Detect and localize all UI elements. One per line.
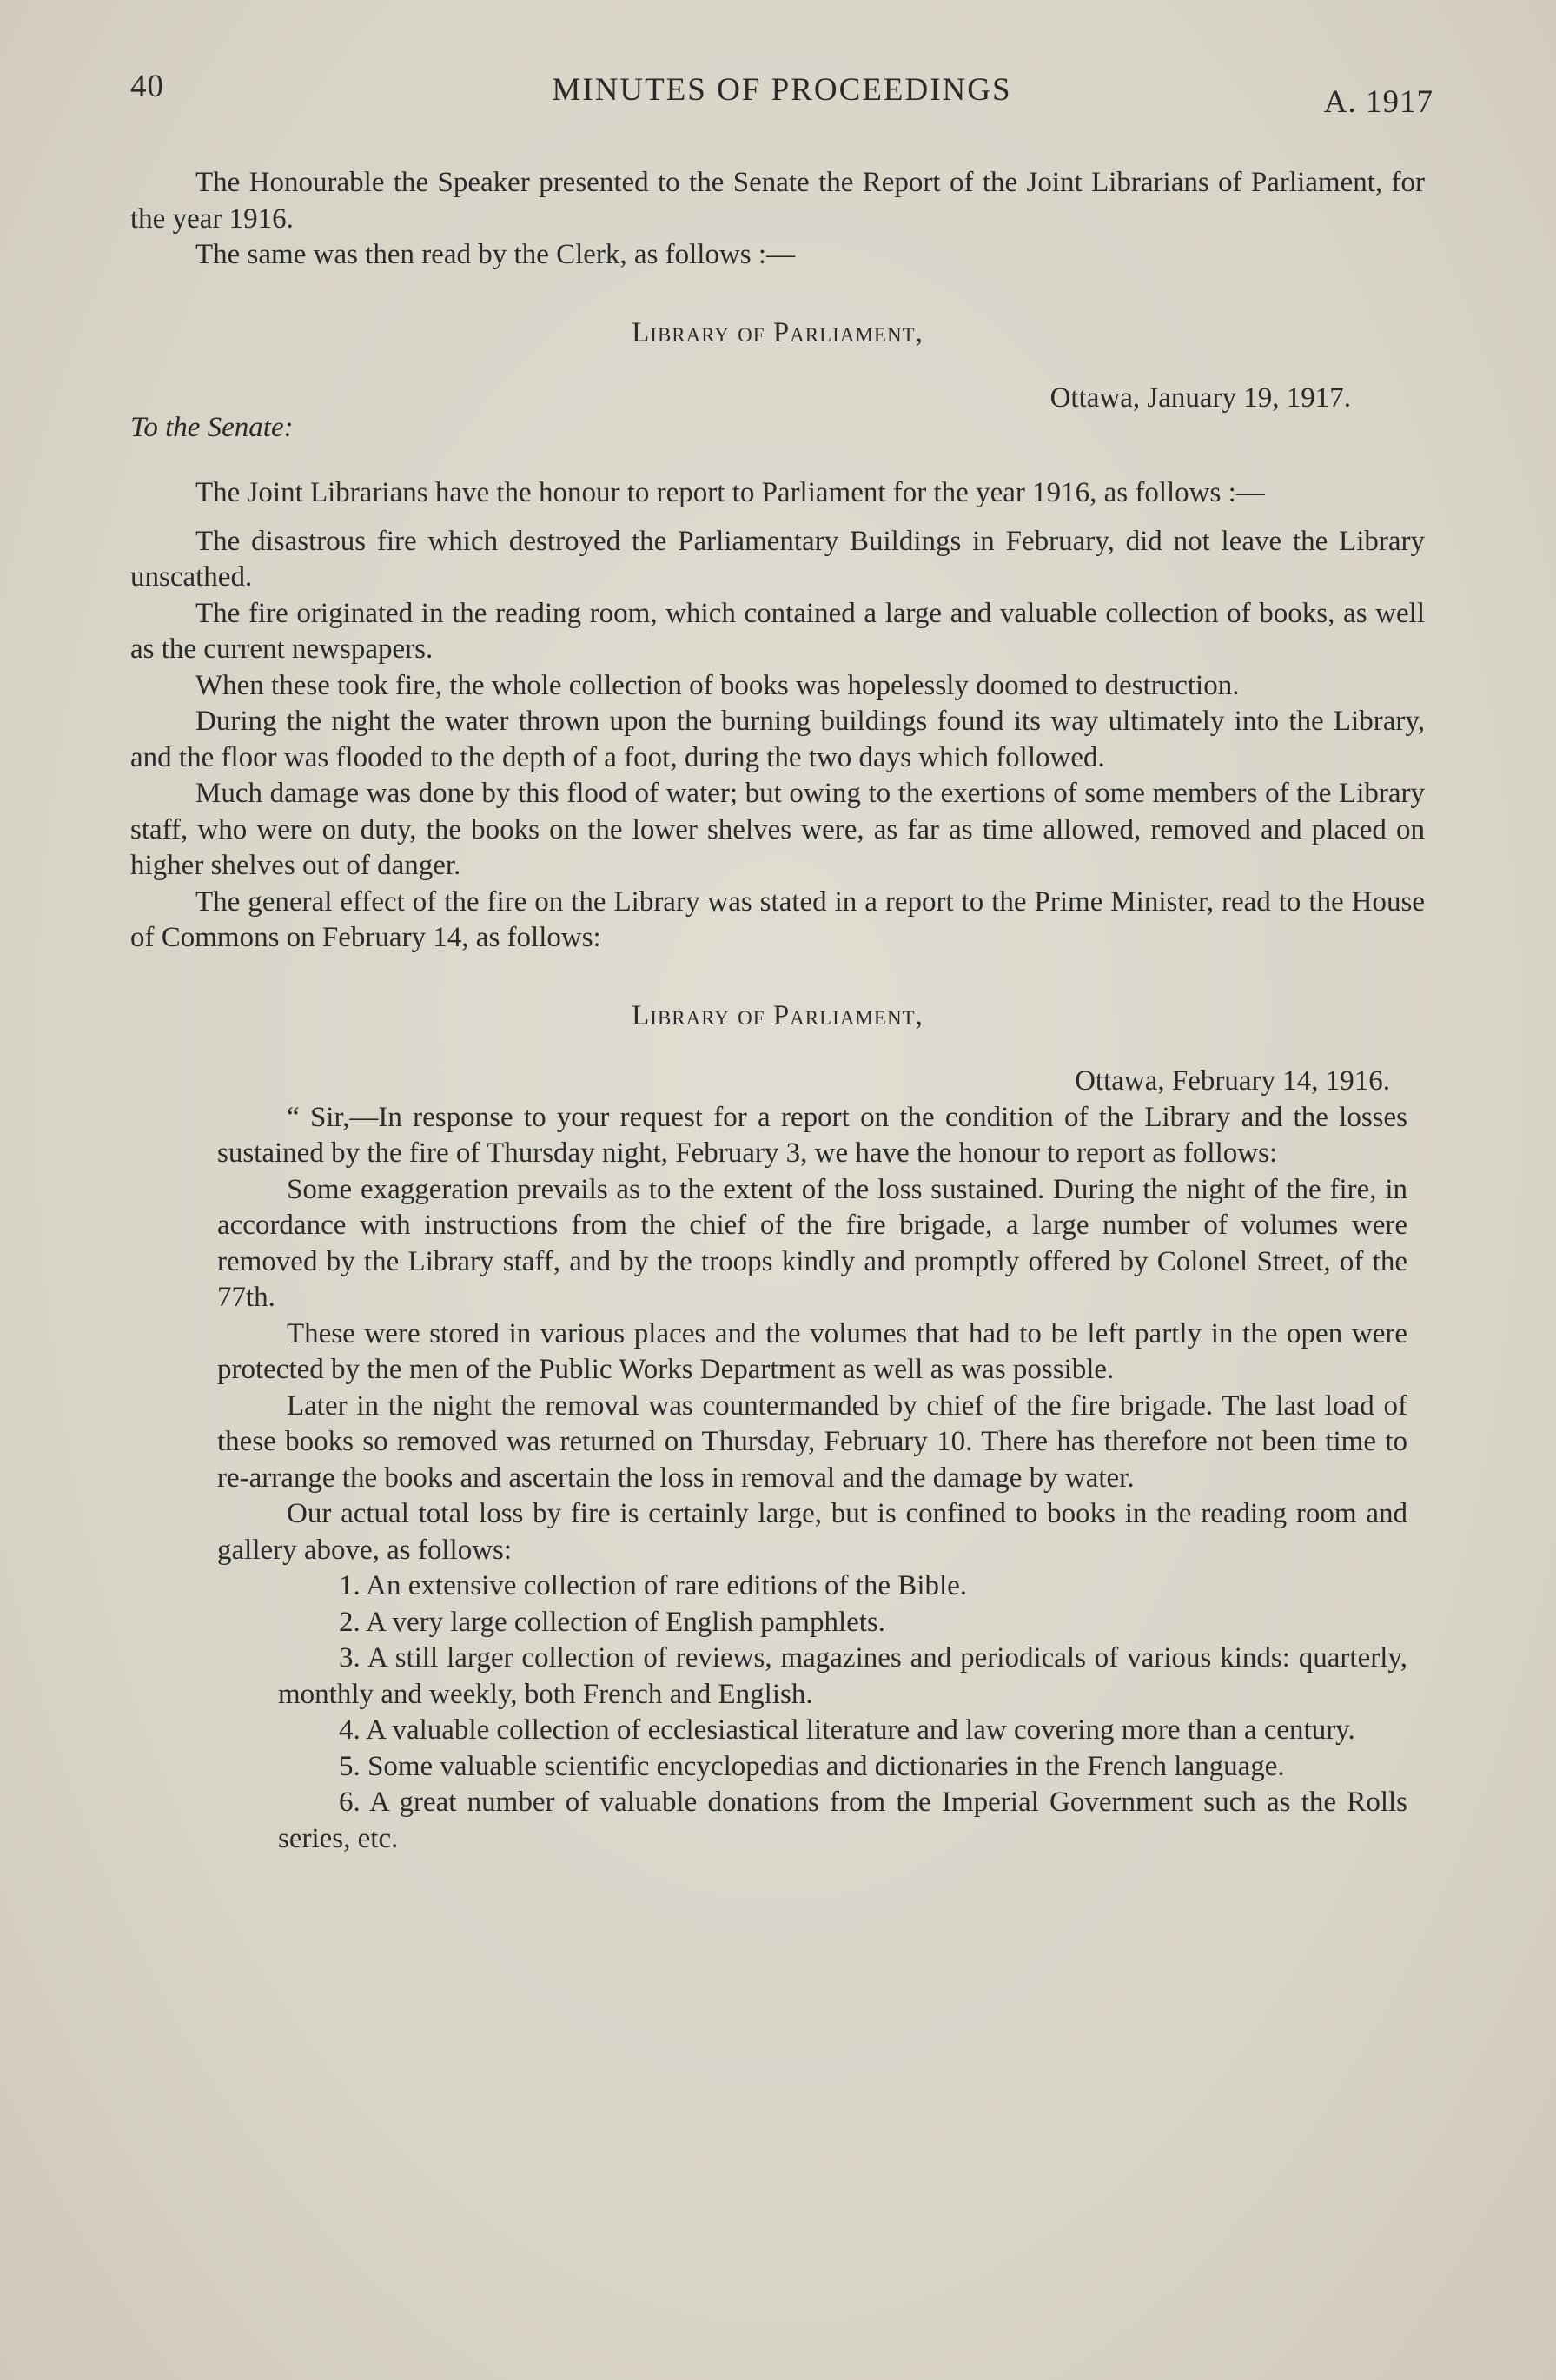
report-paragraph: The disastrous fire which destroyed the Parliamentary Buildings in February, did not leave the Library unscathed. — [130, 525, 1425, 593]
letter-paragraph: Some exaggeration prevails as to the extent of the loss sustained. During the night of the fire, in accordance with instructions from the chief of the fire brigade, a large number of volumes were removed by the Library staff, and by the troops kindly and promptly offered by Colonel Street, of the 77th. — [217, 1173, 1407, 1313]
salutation: To the Senate: — [130, 411, 294, 443]
report-paragraph: Much damage was done by this flood of water; but owing to the exertions of some members of the Library staff, who were on duty, the books on the lower shelves were, as far as time allowed, removed and placed on higher shelves out of danger. — [130, 778, 1425, 881]
page-header — [130, 68, 1434, 120]
letter-paragraph: These were stored in various places and the volumes that had to be left partly in the open were protected by the men of the Public Works Department as well as was possible. — [217, 1317, 1407, 1385]
report-paragraph: The fire originated in the reading room, which contained a large and valuable collection of books, as well as the current newspapers. — [130, 597, 1425, 665]
report-paragraph: The general effect of the fire on the Library was stated in a report to the Prime Minister, read to the House of Commons on February 14, as follows: — [130, 885, 1425, 953]
intro-paragraph: The same was then read by the Clerk, as follows :— — [195, 239, 796, 270]
page-number: 40 — [130, 69, 164, 104]
report-paragraph: When these took fire, the whole collection of books was hopelessly doomed to destruction. — [195, 669, 1240, 701]
session-year: A. 1917 — [1323, 84, 1434, 120]
loss-list-item: 3. A still larger collection of reviews, magazines and periodicals of various kinds: quarterly, monthly and weekly, both French and English. — [278, 1642, 1407, 1710]
loss-list-item: 5. Some valuable scientific encyclopedias and dictionaries in the French language. — [339, 1750, 1285, 1782]
running-title: MINUTES OF PROCEEDINGS — [552, 72, 1012, 108]
report-paragraph: The Joint Librarians have the honour to report to Parliament for the year 1916, as follows :— — [195, 477, 1265, 508]
letter-heading: Library of Parliament, — [632, 999, 924, 1031]
quoted-letter — [217, 1100, 1407, 1858]
loss-list-item: 6. A great number of valuable donations from the Imperial Government such as the Rolls series, etc. — [278, 1787, 1407, 1854]
letter-heading: Library of Parliament, — [632, 316, 924, 348]
letter-opening: “ Sir,—In response to your request for a report on the condition of the Library and the losses sustained by the fire of Thursday night, February 3, we have the honour to report as follows: — [217, 1101, 1407, 1169]
letter-paragraph: Our actual total loss by fire is certainly large, but is confined to books in the reading room and gallery above, as follows: — [217, 1498, 1407, 1566]
loss-list-item: 1. An extensive collection of rare editions of the Bible. — [339, 1570, 968, 1601]
letter-paragraph: Later in the night the removal was countermanded by chief of the fire brigade. The last load of these books so removed was returned on Thursday, February 10. There has therefore not been time to re-arrange the books and ascertain the loss in removal and the damage by water. — [217, 1389, 1407, 1494]
loss-list-item: 4. A valuable collection of ecclesiastical literature and law covering more than a century. — [339, 1714, 1355, 1746]
letter-place-date: Ottawa, January 19, 1917. — [1049, 382, 1351, 414]
page-body — [130, 165, 1425, 1857]
loss-list-item: 2. A very large collection of English pamphlets. — [339, 1606, 886, 1638]
intro-paragraph: The Honourable the Speaker presented to the Senate the Report of the Joint Librarians of Parliament, for the year 1916. — [130, 167, 1425, 235]
letter-place-date: Ottawa, February 14, 1916. — [1075, 1065, 1390, 1097]
report-paragraph: During the night the water thrown upon the burning buildings found its way ultimately into the Library, and the floor was flooded to the depth of a foot, during the two days which followed. — [130, 706, 1425, 773]
